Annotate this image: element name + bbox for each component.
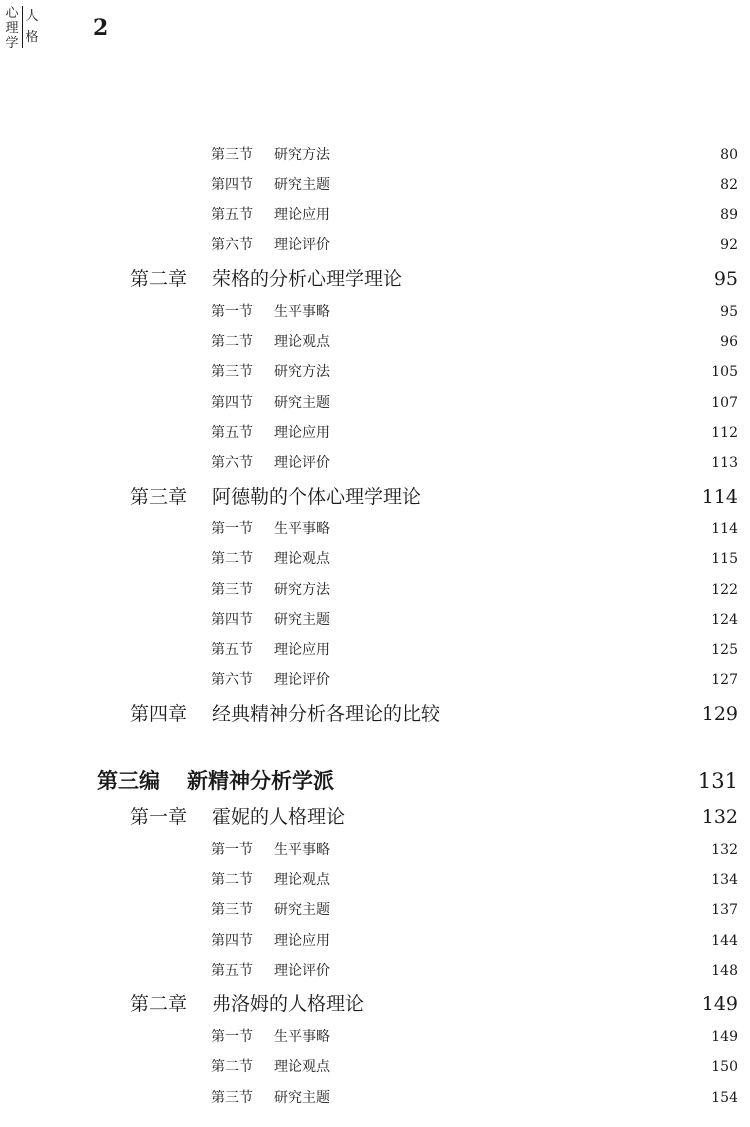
toc-title: 理论观点 bbox=[274, 872, 330, 888]
toc-section-entry[interactable] bbox=[0, 837, 750, 863]
toc-title: 生平事略 bbox=[274, 842, 330, 858]
toc-title: 研究主题 bbox=[274, 395, 330, 411]
toc-section-entry[interactable] bbox=[0, 1085, 750, 1111]
series-char: 理 bbox=[5, 21, 19, 36]
toc-title: 研究主题 bbox=[274, 612, 330, 628]
toc-title: 弗洛姆的人格理论 bbox=[212, 993, 365, 1015]
toc-title: 生平事略 bbox=[274, 1029, 330, 1045]
toc-label: 第一节 bbox=[211, 521, 253, 537]
toc-chapter-entry[interactable] bbox=[0, 480, 750, 514]
toc-section-entry[interactable] bbox=[0, 299, 750, 325]
toc-section-entry[interactable] bbox=[0, 450, 750, 476]
toc-section-entry[interactable] bbox=[0, 390, 750, 416]
toc-section-entry[interactable] bbox=[0, 607, 750, 633]
toc-page-number: 124 bbox=[711, 612, 738, 628]
toc-title: 研究主题 bbox=[274, 177, 330, 193]
toc-title: 理论应用 bbox=[274, 642, 330, 658]
toc-label: 第六节 bbox=[211, 672, 253, 688]
toc-label: 第六节 bbox=[211, 455, 253, 471]
toc-page-number: 149 bbox=[701, 993, 738, 1015]
toc-title: 理论应用 bbox=[274, 933, 330, 949]
toc-section-entry[interactable] bbox=[0, 232, 750, 258]
toc-page-number: 132 bbox=[711, 842, 738, 858]
toc-section-entry[interactable] bbox=[0, 329, 750, 355]
toc-title: 研究主题 bbox=[274, 1090, 330, 1106]
toc-section-entry[interactable] bbox=[0, 420, 750, 446]
toc-title: 研究方法 bbox=[274, 147, 330, 163]
toc-section-entry[interactable] bbox=[0, 1024, 750, 1050]
toc-section-entry[interactable] bbox=[0, 1054, 750, 1080]
toc-section-entry[interactable] bbox=[0, 637, 750, 663]
toc-page-number: 131 bbox=[697, 769, 738, 793]
toc-page-number: 129 bbox=[701, 703, 738, 725]
toc-label: 第三章 bbox=[130, 486, 188, 508]
toc-page-number: 150 bbox=[711, 1059, 738, 1075]
toc-title: 研究方法 bbox=[274, 582, 330, 598]
toc-label: 第四章 bbox=[130, 703, 188, 725]
series-char: 人 bbox=[25, 9, 39, 24]
toc-page-number: 80 bbox=[720, 147, 738, 163]
toc-chapter-entry[interactable] bbox=[0, 262, 750, 296]
toc-title: 理论应用 bbox=[274, 207, 330, 223]
toc-label: 第一节 bbox=[211, 842, 253, 858]
toc-title: 霍妮的人格理论 bbox=[212, 806, 346, 828]
toc-section-entry[interactable] bbox=[0, 867, 750, 893]
toc-page-number: 125 bbox=[711, 642, 738, 658]
toc-title: 理论观点 bbox=[274, 551, 330, 567]
toc-label: 第一章 bbox=[130, 806, 188, 828]
toc-title: 理论观点 bbox=[274, 1059, 330, 1075]
toc-label: 第一节 bbox=[211, 1029, 253, 1045]
toc-label: 第二节 bbox=[211, 872, 253, 888]
toc-title: 理论观点 bbox=[274, 334, 330, 350]
toc-section-entry[interactable] bbox=[0, 516, 750, 542]
toc-page-number: 92 bbox=[720, 237, 738, 253]
toc-title: 理论评价 bbox=[274, 672, 330, 688]
toc-title: 经典精神分析各理论的比较 bbox=[212, 703, 441, 725]
toc-section-entry[interactable] bbox=[0, 958, 750, 984]
toc-label: 第三节 bbox=[211, 364, 253, 380]
toc-page-number: 95 bbox=[713, 268, 738, 290]
series-char: 心 bbox=[5, 6, 19, 21]
toc-page-number: 107 bbox=[711, 395, 738, 411]
toc-label: 第六节 bbox=[211, 237, 253, 253]
toc-page-number: 149 bbox=[711, 1029, 738, 1045]
page-number: 2 bbox=[93, 15, 109, 41]
toc-page-number: 114 bbox=[701, 486, 738, 508]
toc-section-entry[interactable] bbox=[0, 202, 750, 228]
toc-label: 第三节 bbox=[211, 147, 253, 163]
toc-page-number: 132 bbox=[701, 806, 738, 828]
toc-title: 生平事略 bbox=[274, 304, 330, 320]
toc-page-number: 96 bbox=[720, 334, 738, 350]
toc-title: 生平事略 bbox=[274, 521, 330, 537]
toc-page-number: 148 bbox=[711, 963, 738, 979]
toc-page-number: 105 bbox=[711, 364, 738, 380]
toc-page-number: 137 bbox=[711, 902, 738, 918]
toc-page-number: 89 bbox=[720, 207, 738, 223]
toc-page-number: 95 bbox=[720, 304, 738, 320]
series-char: 格 bbox=[25, 30, 39, 45]
toc-page-number: 114 bbox=[711, 521, 738, 537]
toc-title: 研究主题 bbox=[274, 902, 330, 918]
toc-title: 理论评价 bbox=[274, 237, 330, 253]
toc-title: 荣格的分析心理学理论 bbox=[212, 268, 403, 290]
toc-section-entry[interactable] bbox=[0, 577, 750, 603]
toc-page-number: 122 bbox=[711, 582, 738, 598]
toc-label: 第二节 bbox=[211, 334, 253, 350]
toc-label: 第三编 bbox=[97, 768, 160, 793]
toc-label: 第二节 bbox=[211, 551, 253, 567]
toc-title: 研究方法 bbox=[274, 364, 330, 380]
toc-chapter-entry[interactable] bbox=[0, 697, 750, 731]
toc-page-number: 113 bbox=[711, 455, 738, 471]
toc-label: 第五节 bbox=[211, 425, 253, 441]
toc-section-entry[interactable] bbox=[0, 928, 750, 954]
toc-label: 第一节 bbox=[211, 304, 253, 320]
toc-label: 第三节 bbox=[211, 1090, 253, 1106]
series-char: 学 bbox=[5, 36, 19, 51]
toc-label: 第五节 bbox=[211, 963, 253, 979]
toc-label: 第四节 bbox=[211, 177, 253, 193]
toc-label: 第四节 bbox=[211, 933, 253, 949]
toc-title: 理论应用 bbox=[274, 425, 330, 441]
toc-label: 第五节 bbox=[211, 207, 253, 223]
toc-section-entry[interactable] bbox=[0, 142, 750, 168]
toc-section-entry[interactable] bbox=[0, 546, 750, 572]
toc-chapter-entry[interactable] bbox=[0, 987, 750, 1021]
toc-title: 阿德勒的个体心理学理论 bbox=[212, 486, 422, 508]
toc-label: 第二节 bbox=[211, 1059, 253, 1075]
toc-label: 第三节 bbox=[211, 582, 253, 598]
toc-label: 第二章 bbox=[130, 993, 188, 1015]
toc-page-number: 154 bbox=[711, 1090, 738, 1106]
toc-label: 第四节 bbox=[211, 612, 253, 628]
toc-label: 第四节 bbox=[211, 395, 253, 411]
toc-part-entry[interactable] bbox=[0, 761, 750, 801]
toc-label: 第二章 bbox=[130, 268, 188, 290]
toc-section-entry[interactable] bbox=[0, 172, 750, 198]
toc-section-entry[interactable] bbox=[0, 667, 750, 693]
toc-label: 第五节 bbox=[211, 642, 253, 658]
toc-page-number: 144 bbox=[711, 933, 738, 949]
toc-page-number: 82 bbox=[720, 177, 738, 193]
toc-title: 新精神分析学派 bbox=[187, 768, 334, 793]
toc-title: 理论评价 bbox=[274, 455, 330, 471]
toc-section-entry[interactable] bbox=[0, 897, 750, 923]
toc-chapter-entry[interactable] bbox=[0, 800, 750, 834]
toc-page-number: 127 bbox=[711, 672, 738, 688]
toc-title: 理论评价 bbox=[274, 963, 330, 979]
toc-label: 第三节 bbox=[211, 902, 253, 918]
toc-section-entry[interactable] bbox=[0, 359, 750, 385]
toc-page-number: 115 bbox=[711, 551, 738, 567]
toc-page-number: 134 bbox=[711, 872, 738, 888]
toc-page-number: 112 bbox=[711, 425, 738, 441]
